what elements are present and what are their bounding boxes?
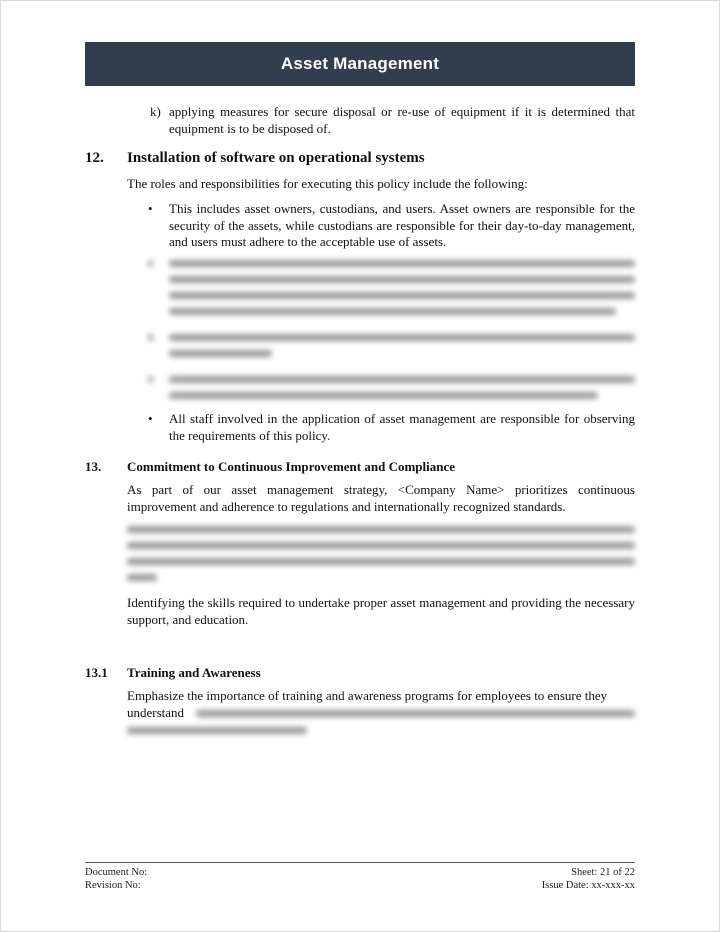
section-13-paragraph-1: As part of our asset management strategy, <Company Name> prioritizes continuous improvement and adherence to regulations and internationally recognized standards. bbox=[127, 482, 635, 514]
blurred-paragraph bbox=[127, 526, 635, 590]
section-13-1-paragraph-line-2: understand bbox=[127, 705, 185, 720]
section-13-1-number: 13.1 bbox=[85, 665, 108, 680]
bullet-item-last: All staff involved in the application of asset management are responsible for observing the requirements of this policy. bbox=[169, 411, 635, 443]
footer-rule bbox=[85, 862, 635, 863]
footer-revision-no: Revision No: bbox=[85, 880, 141, 891]
section-12-intro: The roles and responsibilities for executing this policy include the following: bbox=[127, 176, 528, 191]
blurred-bullet-group bbox=[148, 260, 635, 408]
footer-sheet: Sheet: 21 of 22 bbox=[571, 867, 635, 878]
section-13-1-title: Training and Awareness bbox=[127, 665, 261, 680]
blurred-text-tail-2 bbox=[127, 727, 307, 743]
section-12-title: Installation of software on operational systems bbox=[127, 150, 425, 166]
header-bar bbox=[85, 42, 635, 86]
page-title: Asset Management bbox=[280, 54, 440, 73]
bullet-dot: • bbox=[148, 411, 153, 426]
list-marker-k: k) bbox=[150, 104, 161, 119]
section-13-paragraph-3: Identifying the skills required to undertake proper asset management and providing the necessary support, and education. bbox=[127, 595, 635, 627]
list-item-k-text: applying measures for secure disposal or re-use of equipment if it is determined that equipment is to be disposed of. bbox=[169, 104, 635, 136]
bullet-item-1: This includes asset owners, custodians, and users. Asset owners are responsible for the security of the assets, while custodians are responsible for their day-to-day management, and users must adhere to the acceptable use of assets. bbox=[169, 201, 635, 249]
blurred-text-tail bbox=[196, 710, 635, 726]
section-12-number: 12. bbox=[85, 150, 104, 166]
footer-issue-date: Issue Date: xx-xxx-xx bbox=[541, 880, 635, 891]
section-13-1-paragraph-line-1: Emphasize the importance of training and awareness programs for employees to ensure they bbox=[127, 688, 608, 703]
footer-document-no: Document No: bbox=[85, 867, 148, 878]
section-13-number: 13. bbox=[85, 459, 102, 474]
bullet-dot: • bbox=[148, 201, 153, 216]
section-13-title: Commitment to Continuous Improvement and Compliance bbox=[127, 459, 456, 474]
